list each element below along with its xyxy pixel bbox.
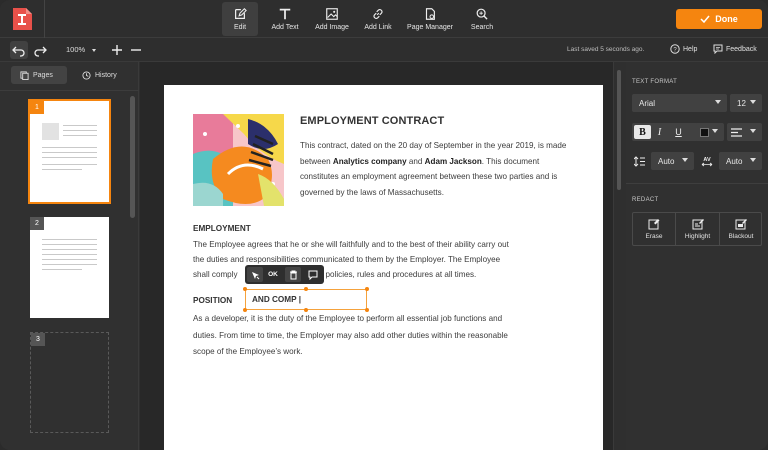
image-icon (325, 7, 339, 21)
history-icon (82, 71, 91, 80)
tab-pages[interactable] (11, 66, 67, 84)
resize-handle[interactable] (365, 308, 369, 312)
tool-add-link[interactable] (360, 2, 396, 36)
redact-heading: REDACT (632, 197, 659, 203)
properties-panel (626, 62, 768, 450)
zoom-in-button[interactable] (110, 42, 124, 58)
tool-page-manager[interactable] (404, 2, 456, 36)
intro-text-2: . This document constitutes an employment agreement between these two parties and is governed by the laws of Massachusetts. (300, 156, 558, 197)
comment-button[interactable] (305, 267, 321, 282)
position-body[interactable] (193, 311, 578, 361)
chevron-down-icon (750, 129, 756, 133)
employment-line-2: the duties and responsibilities communicated to them by the Employer. The Employee (193, 255, 501, 264)
redact-tools (632, 212, 762, 246)
edit-icon (233, 7, 247, 21)
erase-button[interactable] (633, 213, 675, 245)
page-number: 1 (30, 101, 44, 114)
ok-button[interactable]: OK (268, 271, 278, 278)
char-spacing-select[interactable] (719, 152, 762, 170)
employment-line-3b: policies, rules and procedures at all times. (325, 270, 477, 279)
company-name: Analytics company (332, 156, 407, 166)
text-icon (278, 7, 292, 21)
svg-text:?: ? (673, 47, 677, 54)
font-family-value: Arial (639, 98, 656, 108)
underline-button[interactable]: U (675, 127, 682, 137)
blackout-icon (735, 218, 747, 230)
zoom-out-button[interactable] (129, 42, 143, 58)
blackout-button[interactable] (720, 213, 762, 245)
tool-edit[interactable] (222, 2, 258, 36)
font-family-select[interactable] (632, 94, 727, 112)
comment-icon (308, 270, 318, 280)
resize-handle[interactable] (365, 287, 369, 291)
alignment-select[interactable] (727, 123, 762, 141)
position-line-1: As a developer, it is the duty of the Employee to perform all essential job functions and (193, 314, 503, 323)
app-logo-icon (10, 6, 34, 32)
highlight-label: Highlight (684, 233, 711, 240)
intro-and: and (406, 156, 425, 166)
redo-button[interactable] (31, 41, 49, 59)
document-canvas (140, 62, 613, 450)
char-spacing-value: Auto (726, 156, 743, 166)
erase-icon (648, 218, 660, 230)
text-color-select[interactable] (696, 123, 724, 141)
feedback-label: Feedback (726, 45, 757, 53)
tool-add-text-label: Add Text (271, 24, 299, 31)
color-swatch (700, 128, 709, 137)
minus-icon (131, 45, 141, 55)
tab-history-label: History (95, 71, 117, 79)
thumbnail-image (42, 123, 59, 140)
resize-handle[interactable] (243, 287, 247, 291)
undo-icon (10, 41, 28, 59)
page-thumbnail-1[interactable] (30, 101, 109, 202)
text-edit-toolbar (245, 265, 324, 284)
line-spacing-icon (632, 154, 646, 168)
page-thumbnail-3[interactable] (30, 332, 109, 433)
check-icon (700, 14, 710, 24)
bold-button[interactable]: B (634, 125, 651, 139)
delete-button[interactable] (285, 267, 301, 282)
chevron-down-icon (715, 100, 721, 104)
divider (0, 90, 139, 91)
redo-icon (31, 41, 49, 59)
done-button-label: Done (715, 14, 738, 24)
char-spacing-icon (700, 154, 714, 168)
page-number: 3 (31, 333, 45, 346)
tool-add-text[interactable] (266, 2, 304, 36)
chevron-down-icon (92, 49, 96, 52)
text-style-group (632, 123, 700, 141)
blackout-label: Blackout (728, 233, 754, 240)
page-number: 2 (30, 217, 44, 230)
position-heading[interactable]: POSITION (193, 296, 233, 305)
font-size-value: 12 (737, 98, 746, 108)
pages-panel (0, 62, 139, 450)
trash-icon (289, 270, 298, 280)
divider (626, 183, 768, 184)
text-format-heading: TEXT FORMAT (632, 79, 678, 85)
resize-handle[interactable] (304, 308, 308, 312)
erase-label: Erase (645, 233, 663, 240)
help-button[interactable] (670, 44, 697, 54)
chevron-down-icon (682, 158, 688, 162)
tab-history[interactable] (73, 66, 129, 84)
zoom-select[interactable] (66, 45, 96, 54)
link-icon (371, 7, 385, 21)
secondary-toolbar (0, 38, 768, 62)
intro-paragraph[interactable] (300, 138, 572, 200)
tool-edit-label: Edit (233, 24, 247, 31)
feedback-button[interactable] (713, 44, 757, 54)
intro-text-1: This contract, dated on the 20 day of September in the year 2019, is made between (300, 141, 567, 166)
canvas-scrollbar[interactable] (617, 70, 621, 190)
done-button[interactable] (676, 9, 762, 29)
editing-text-box[interactable] (245, 289, 367, 310)
feedback-icon (713, 44, 723, 54)
editing-text[interactable]: AND COMP | (252, 295, 301, 304)
resize-handle[interactable] (243, 308, 247, 312)
contract-illustration (193, 114, 284, 206)
help-icon (670, 44, 680, 54)
help-label: Help (683, 45, 698, 53)
zoom-value: 100% (66, 45, 86, 54)
highlight-icon (692, 218, 704, 230)
tool-add-link-label: Add Link (364, 24, 392, 31)
top-toolbar (0, 0, 768, 38)
document-title[interactable]: EMPLOYMENT CONTRACT (300, 115, 445, 127)
save-status: Last saved 5 seconds ago. (567, 46, 645, 53)
document-page[interactable] (164, 85, 603, 450)
svg-text:AV: AV (703, 156, 711, 163)
position-line-2: duties. From time to time, the Employer may also add other duties within the reasonable (193, 330, 508, 340)
employment-line-1: The Employee agrees that he or she will faithfully and to the best of their ability carry out (193, 240, 509, 249)
move-icon (250, 270, 260, 280)
font-size-select[interactable] (730, 94, 762, 112)
chevron-down-icon (750, 100, 756, 104)
divider (44, 0, 45, 38)
chevron-down-icon (712, 129, 718, 133)
resize-handle[interactable] (304, 287, 308, 291)
employment-heading[interactable]: EMPLOYMENT (193, 224, 251, 233)
pages-scrollbar[interactable] (130, 96, 135, 218)
plus-icon (112, 45, 122, 55)
pages-icon (20, 71, 29, 80)
tool-search[interactable] (464, 2, 500, 36)
tool-page-manager-label: Page Manager (407, 24, 453, 31)
chevron-down-icon (750, 158, 756, 162)
tool-search-label: Search (470, 24, 494, 31)
position-line-3: scope of the Employee’s work. (193, 347, 303, 356)
align-left-icon (731, 128, 742, 137)
italic-button[interactable]: I (657, 126, 662, 138)
tool-add-image[interactable] (312, 2, 352, 36)
undo-button[interactable] (10, 41, 28, 59)
tool-add-image-label: Add Image (315, 24, 349, 31)
employee-name: Adam Jackson (424, 156, 482, 166)
tab-pages-label: Pages (33, 71, 53, 79)
line-spacing-select[interactable] (651, 152, 694, 170)
page-manager-icon (423, 7, 437, 21)
page-thumbnail-2[interactable] (30, 217, 109, 318)
search-icon (475, 7, 489, 21)
employment-line-3a: shall comply (193, 270, 238, 279)
line-spacing-value: Auto (658, 156, 675, 166)
highlight-button[interactable] (676, 213, 719, 245)
move-button[interactable] (247, 267, 263, 282)
